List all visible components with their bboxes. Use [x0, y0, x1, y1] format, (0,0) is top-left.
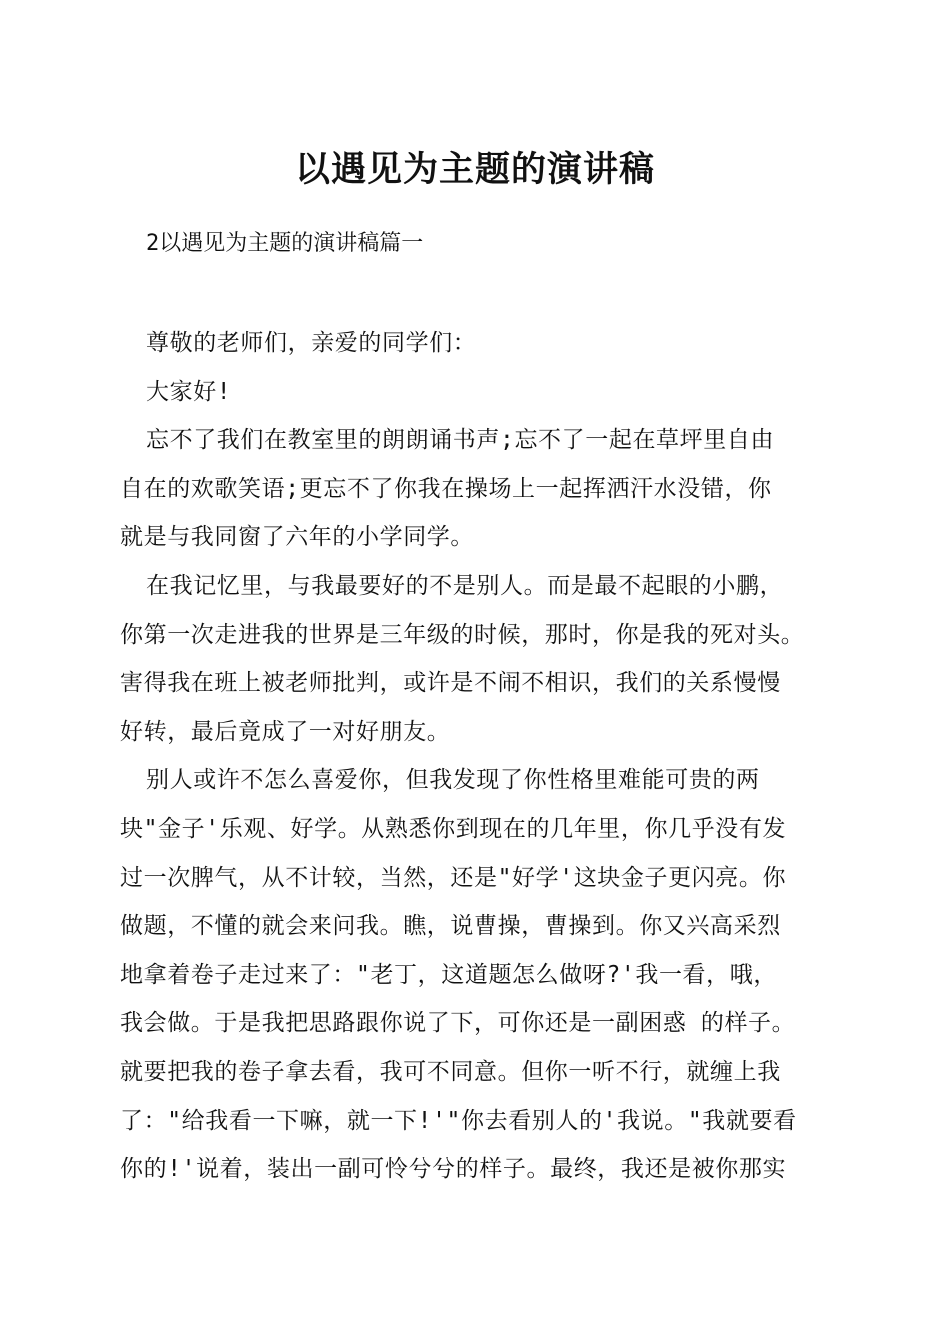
paragraph-line: 地拿着卷子走过来了："老丁，这道题怎么做呀?'我一看，哦，: [120, 961, 777, 988]
document-title: 以遇见为主题的演讲稿: [294, 149, 655, 190]
paragraph-line: 块"金子'乐观、好学。从熟悉你到现在的几年里，你几乎没有发: [120, 815, 787, 842]
greeting-line: 尊敬的老师们，亲爱的同学们：: [146, 330, 477, 356]
paragraph-line: 忘不了我们在教室里的朗朗诵书声;忘不了一起在草坪里自由: [146, 427, 775, 454]
paragraph-line: 就要把我的卷子拿去看，我可不同意。但你一听不行，就缠上我: [120, 1058, 781, 1085]
paragraph-line: 害得我在班上被老师批判，或许是不闹不相识，我们的关系慢慢: [120, 670, 781, 697]
paragraph-line: 别人或许不怎么喜爱你，但我发现了你性格里难能可贵的两: [146, 767, 760, 794]
paragraph-line: 你的!'说着，装出一副可怜兮兮的样子。最终，我还是被你那实: [120, 1156, 787, 1183]
paragraph-line: 在我记忆里，与我最要好的不是别人。而是最不起眼的小鹏，: [146, 572, 784, 599]
paragraph-line: 好转，最后竟成了一对好朋友。: [120, 718, 451, 745]
greeting-line: 大家好!: [146, 378, 232, 405]
paragraph-line: 你第一次走进我的世界是三年级的时候，那时，你是我的死对头。: [120, 621, 805, 648]
paragraph-line: 就是与我同窗了六年的小学同学。: [120, 524, 474, 551]
paragraph-line: 过一次脾气，从不计较，当然，还是"好学'这块金子更闪亮。你: [120, 864, 787, 891]
paragraph-line: 了："给我看一下嘛，就一下!'"你去看别人的'我说。"我就要看: [120, 1107, 797, 1134]
paragraph-line: 自在的欢歌笑语;更忘不了你我在操场上一起挥洒汗水没错，你: [120, 475, 772, 502]
document-subtitle: 2以遇见为主题的演讲稿篇一: [146, 231, 424, 256]
paragraph-line: 做题，不懂的就会来问我。瞧，说曹操，曹操到。你又兴高采烈: [120, 913, 781, 940]
document-body: [120, 325, 850, 1200]
paragraph-line: 我会做。于是我把思路跟你说了下，可你还是一副困惑 的样子。: [120, 1010, 796, 1037]
